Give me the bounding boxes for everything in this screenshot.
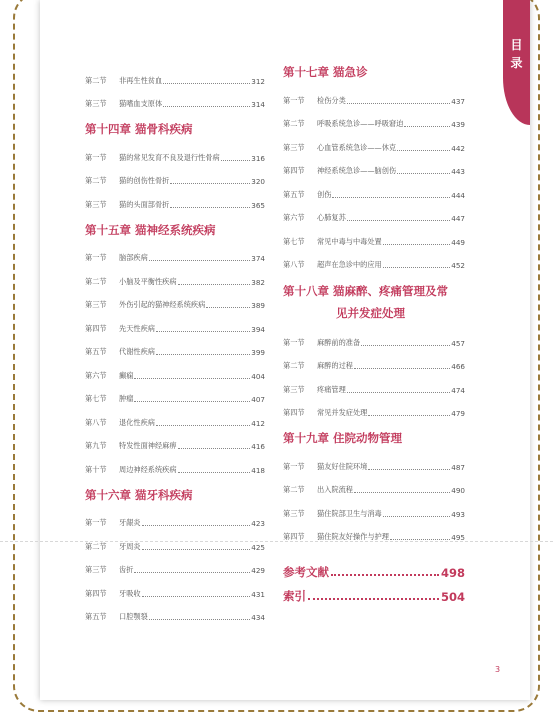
page-ref: 495	[451, 533, 465, 542]
dot-leader	[368, 415, 450, 416]
toc-entry	[283, 129, 465, 153]
page-ref: 444	[451, 190, 465, 200]
page-ref: 431	[251, 589, 265, 599]
section-title: 出入院流程	[317, 485, 353, 494]
toc-entry	[85, 552, 265, 576]
page-ref: 493	[451, 509, 465, 519]
dot-leader	[354, 492, 450, 493]
chapter-heading	[283, 280, 465, 324]
spacer	[85, 210, 265, 220]
toc-entry	[283, 153, 465, 177]
toc-entry	[85, 287, 265, 311]
toc-entry	[283, 519, 465, 543]
section-number: 第二节	[85, 276, 107, 286]
section-number: 第三节	[283, 508, 305, 518]
toc-entry	[85, 334, 265, 358]
page-ref: 504	[440, 590, 465, 604]
toc-entry	[85, 240, 265, 264]
section-number: 第一节	[85, 253, 107, 262]
page-ref: 416	[251, 442, 265, 451]
dot-leader	[163, 83, 250, 84]
dot-leader	[149, 260, 251, 261]
section-title: 猫的创伤性骨折	[119, 176, 170, 185]
page-ref: 389	[251, 301, 265, 310]
section-title: 麻醉前的准备	[317, 337, 361, 347]
page-ref: 466	[451, 362, 465, 371]
section-title: 创伤	[317, 189, 332, 199]
toc-tab-label: 目 录	[510, 38, 523, 70]
section-title: 小脑及平衡性疾病	[119, 276, 177, 286]
page-ref: 365	[251, 200, 265, 210]
dot-leader	[178, 448, 251, 449]
dot-leader	[156, 354, 250, 355]
section-number: 第二节	[85, 75, 107, 85]
toc-entry	[85, 357, 265, 381]
page-ref: 425	[251, 542, 265, 552]
page-ref: 479	[451, 409, 465, 418]
toc-entry	[283, 223, 465, 247]
dot-leader	[347, 220, 451, 221]
section-number: 第四节	[85, 323, 107, 333]
section-title: 齿折	[119, 565, 134, 574]
section-title: 外伤引起的猫神经系统疾病	[119, 300, 206, 309]
page-ref: 312	[251, 76, 265, 86]
section-number: 第三节	[85, 300, 107, 309]
toc-entry	[283, 395, 465, 419]
dot-leader	[206, 307, 250, 308]
section-number: 第一节	[283, 95, 305, 105]
section-title: 癫痫	[119, 370, 134, 380]
section-title: 常见并发症处理	[317, 408, 368, 417]
dot-leader	[178, 472, 251, 473]
dot-leader	[390, 539, 450, 540]
toc-major-entry	[283, 556, 465, 580]
spacer	[283, 542, 465, 556]
dot-leader	[163, 106, 250, 107]
dot-leader	[156, 425, 250, 426]
dot-leader	[383, 267, 451, 268]
section-number: 第一节	[283, 337, 305, 347]
section-number: 第三节	[85, 565, 107, 574]
toc-entry	[283, 106, 465, 130]
toc-entry	[85, 599, 265, 623]
section-title: 心血管系统急诊——休克	[317, 142, 397, 152]
section-number: 第五节	[283, 189, 305, 199]
section-title: 呼吸系统急诊——呼吸窘迫	[317, 119, 404, 128]
toc-major-entry	[283, 580, 465, 604]
section-number: 第八节	[85, 417, 107, 427]
dot-leader	[397, 173, 450, 174]
toc-entry	[283, 176, 465, 200]
section-number: 第七节	[85, 394, 107, 403]
section-number: 第十节	[85, 464, 107, 474]
section-number: 第九节	[85, 441, 107, 450]
section-title: 牙龈炎	[119, 518, 141, 527]
dot-leader	[178, 284, 251, 285]
toc-entry	[85, 139, 265, 163]
page-ref: 394	[251, 324, 265, 334]
dot-leader	[156, 331, 250, 332]
section-title: 常见中毒与中毒处置	[317, 236, 382, 246]
dot-leader	[134, 401, 250, 402]
chapter-heading: 第十七章 猫急诊	[283, 65, 368, 79]
dot-leader	[142, 525, 251, 526]
page-ref: 407	[251, 395, 265, 404]
page-ref: 490	[451, 486, 465, 495]
toc-entry	[85, 575, 265, 599]
dot-leader	[404, 126, 450, 127]
dot-leader	[383, 516, 451, 517]
dot-leader	[308, 598, 439, 600]
section-number: 第三节	[85, 199, 107, 209]
dot-leader	[347, 392, 451, 393]
toc-entry	[85, 381, 265, 405]
toc-entry	[85, 428, 265, 452]
section-title: 超声在急诊中的应用	[317, 260, 382, 269]
toc-entry	[283, 247, 465, 271]
page-ref: 439	[451, 120, 465, 129]
page-ref: 457	[451, 338, 465, 348]
toc-entry	[85, 528, 265, 552]
section-number: 第四节	[283, 166, 305, 175]
page-ref: 474	[451, 385, 465, 395]
page-ref: 443	[451, 167, 465, 176]
section-title: 非再生性贫血	[119, 75, 163, 85]
section-number: 第二节	[85, 541, 107, 551]
section-title: 口腔颚裂	[119, 612, 148, 621]
section-number: 第四节	[85, 588, 107, 598]
section-number: 第五节	[85, 612, 107, 621]
toc-entry	[283, 448, 465, 472]
section-title: 肿瘤	[119, 394, 134, 403]
toc-entry	[85, 404, 265, 428]
section-title: 猫的头面部骨折	[119, 199, 170, 209]
page-ref: 404	[251, 371, 265, 381]
dot-leader	[347, 103, 451, 104]
chapter-heading: 第十九章 住院动物管理	[283, 431, 403, 445]
section-title: 神经系统急诊——脑创伤	[317, 166, 397, 175]
fold-line	[0, 541, 553, 542]
section-number: 第六节	[283, 213, 305, 222]
section-number: 第一节	[85, 152, 107, 162]
section-title: 退化性疾病	[119, 417, 155, 427]
section-number: 第二节	[283, 485, 305, 494]
dot-leader	[332, 197, 450, 198]
section-number: 第三节	[85, 99, 107, 108]
dot-leader	[142, 549, 251, 550]
section-number: 第二节	[283, 119, 305, 128]
toc-entry	[283, 200, 465, 224]
dot-leader	[142, 596, 251, 597]
page-ref: 452	[451, 261, 465, 270]
section-title: 脑部疾病	[119, 253, 148, 262]
chapter-heading: 第十四章 猫骨科疾病	[85, 122, 193, 136]
toc-right-column	[283, 62, 465, 604]
toc-entry	[283, 495, 465, 519]
section-title: 猫友好住院环境	[317, 461, 368, 471]
dot-leader	[397, 150, 450, 151]
page-ref: 412	[251, 418, 265, 428]
page-ref: 437	[451, 96, 465, 106]
section-number: 第七节	[283, 236, 305, 246]
section-title: 猫的常见发育不良及退行性骨病	[119, 152, 220, 162]
spacer	[85, 475, 265, 485]
dot-leader	[170, 183, 250, 184]
chapter-heading: 第十六章 猫牙科疾病	[85, 487, 193, 502]
page-ref: 314	[251, 100, 265, 109]
page-ref: 316	[251, 153, 265, 163]
page-ref: 449	[451, 237, 465, 247]
section-title: 周边神经系统疾病	[119, 464, 177, 474]
toc-entry	[85, 263, 265, 287]
spacer	[283, 418, 465, 428]
section-number: 第五节	[85, 347, 107, 356]
dot-leader	[221, 160, 251, 161]
section-title: 猫住院友好操作与护理	[317, 532, 389, 541]
chapter-heading-line: 第十八章 猫麻醉、疼痛管理及常	[283, 284, 449, 298]
dot-leader	[134, 378, 250, 379]
page-ref: 399	[251, 348, 265, 357]
section-number: 第八节	[283, 260, 305, 269]
section-title: 疼痛管理	[317, 384, 346, 394]
toc-entry	[283, 348, 465, 372]
section-number: 第二节	[85, 176, 107, 185]
toc-entry	[85, 310, 265, 334]
page-ref: 434	[251, 613, 265, 622]
page-ref: 429	[251, 566, 265, 575]
toc-left-column	[85, 62, 265, 622]
section-number: 第四节	[283, 408, 305, 417]
section-number: 第一节	[283, 461, 305, 471]
page-ref: 442	[451, 143, 465, 153]
page-ref: 418	[251, 465, 265, 475]
dot-leader	[134, 572, 250, 573]
chapter-heading: 第十五章 猫神经系统疾病	[85, 222, 216, 237]
dot-leader	[149, 619, 251, 620]
page-ref: 498	[440, 566, 465, 580]
toc-entry	[85, 505, 265, 529]
dot-leader	[331, 574, 439, 576]
section-title: 先天性疾病	[119, 323, 155, 333]
section-number: 第三节	[283, 384, 305, 394]
toc-entry	[85, 451, 265, 475]
page-ref: 320	[251, 177, 265, 186]
dot-leader	[354, 368, 450, 369]
toc-entry	[85, 86, 265, 110]
section-number: 第四节	[283, 532, 305, 541]
toc-entry	[283, 82, 465, 106]
section-title: 牙吸收	[119, 588, 141, 598]
page-ref: 447	[451, 214, 465, 223]
dot-leader	[361, 345, 450, 346]
section-title: 牙周炎	[119, 541, 141, 551]
page-ref: 423	[251, 519, 265, 528]
major-title: 索引	[283, 589, 306, 603]
toc-entry	[85, 62, 265, 86]
section-title: 代谢性疾病	[119, 347, 155, 356]
section-number: 第二节	[283, 361, 305, 370]
dot-leader	[383, 244, 451, 245]
dot-leader	[368, 469, 450, 470]
section-title: 猫嗜血支原体	[119, 99, 163, 108]
page-ref: 382	[251, 277, 265, 287]
toc-entry	[283, 324, 465, 348]
section-title: 检伤分类	[317, 95, 346, 105]
toc-entry	[85, 186, 265, 210]
section-title: 特发性面神经麻痹	[119, 441, 177, 450]
section-title: 心肺复苏	[317, 213, 346, 222]
chapter-heading-line: 见并发症处理	[336, 306, 405, 320]
page-ref: 374	[251, 254, 265, 263]
spacer	[283, 270, 465, 280]
dot-leader	[170, 207, 250, 208]
section-title: 麻醉的过程	[317, 361, 353, 370]
page-ref: 487	[451, 462, 465, 472]
toc-entry	[85, 163, 265, 187]
section-number: 第三节	[283, 142, 305, 152]
section-number: 第一节	[85, 518, 107, 527]
toc-entry	[283, 472, 465, 496]
section-title: 猫住院部卫生与消毒	[317, 508, 382, 518]
page-number: 3	[495, 665, 501, 674]
major-title: 参考文献	[283, 565, 329, 579]
toc-entry	[283, 371, 465, 395]
section-number: 第六节	[85, 370, 107, 380]
spacer	[85, 109, 265, 119]
